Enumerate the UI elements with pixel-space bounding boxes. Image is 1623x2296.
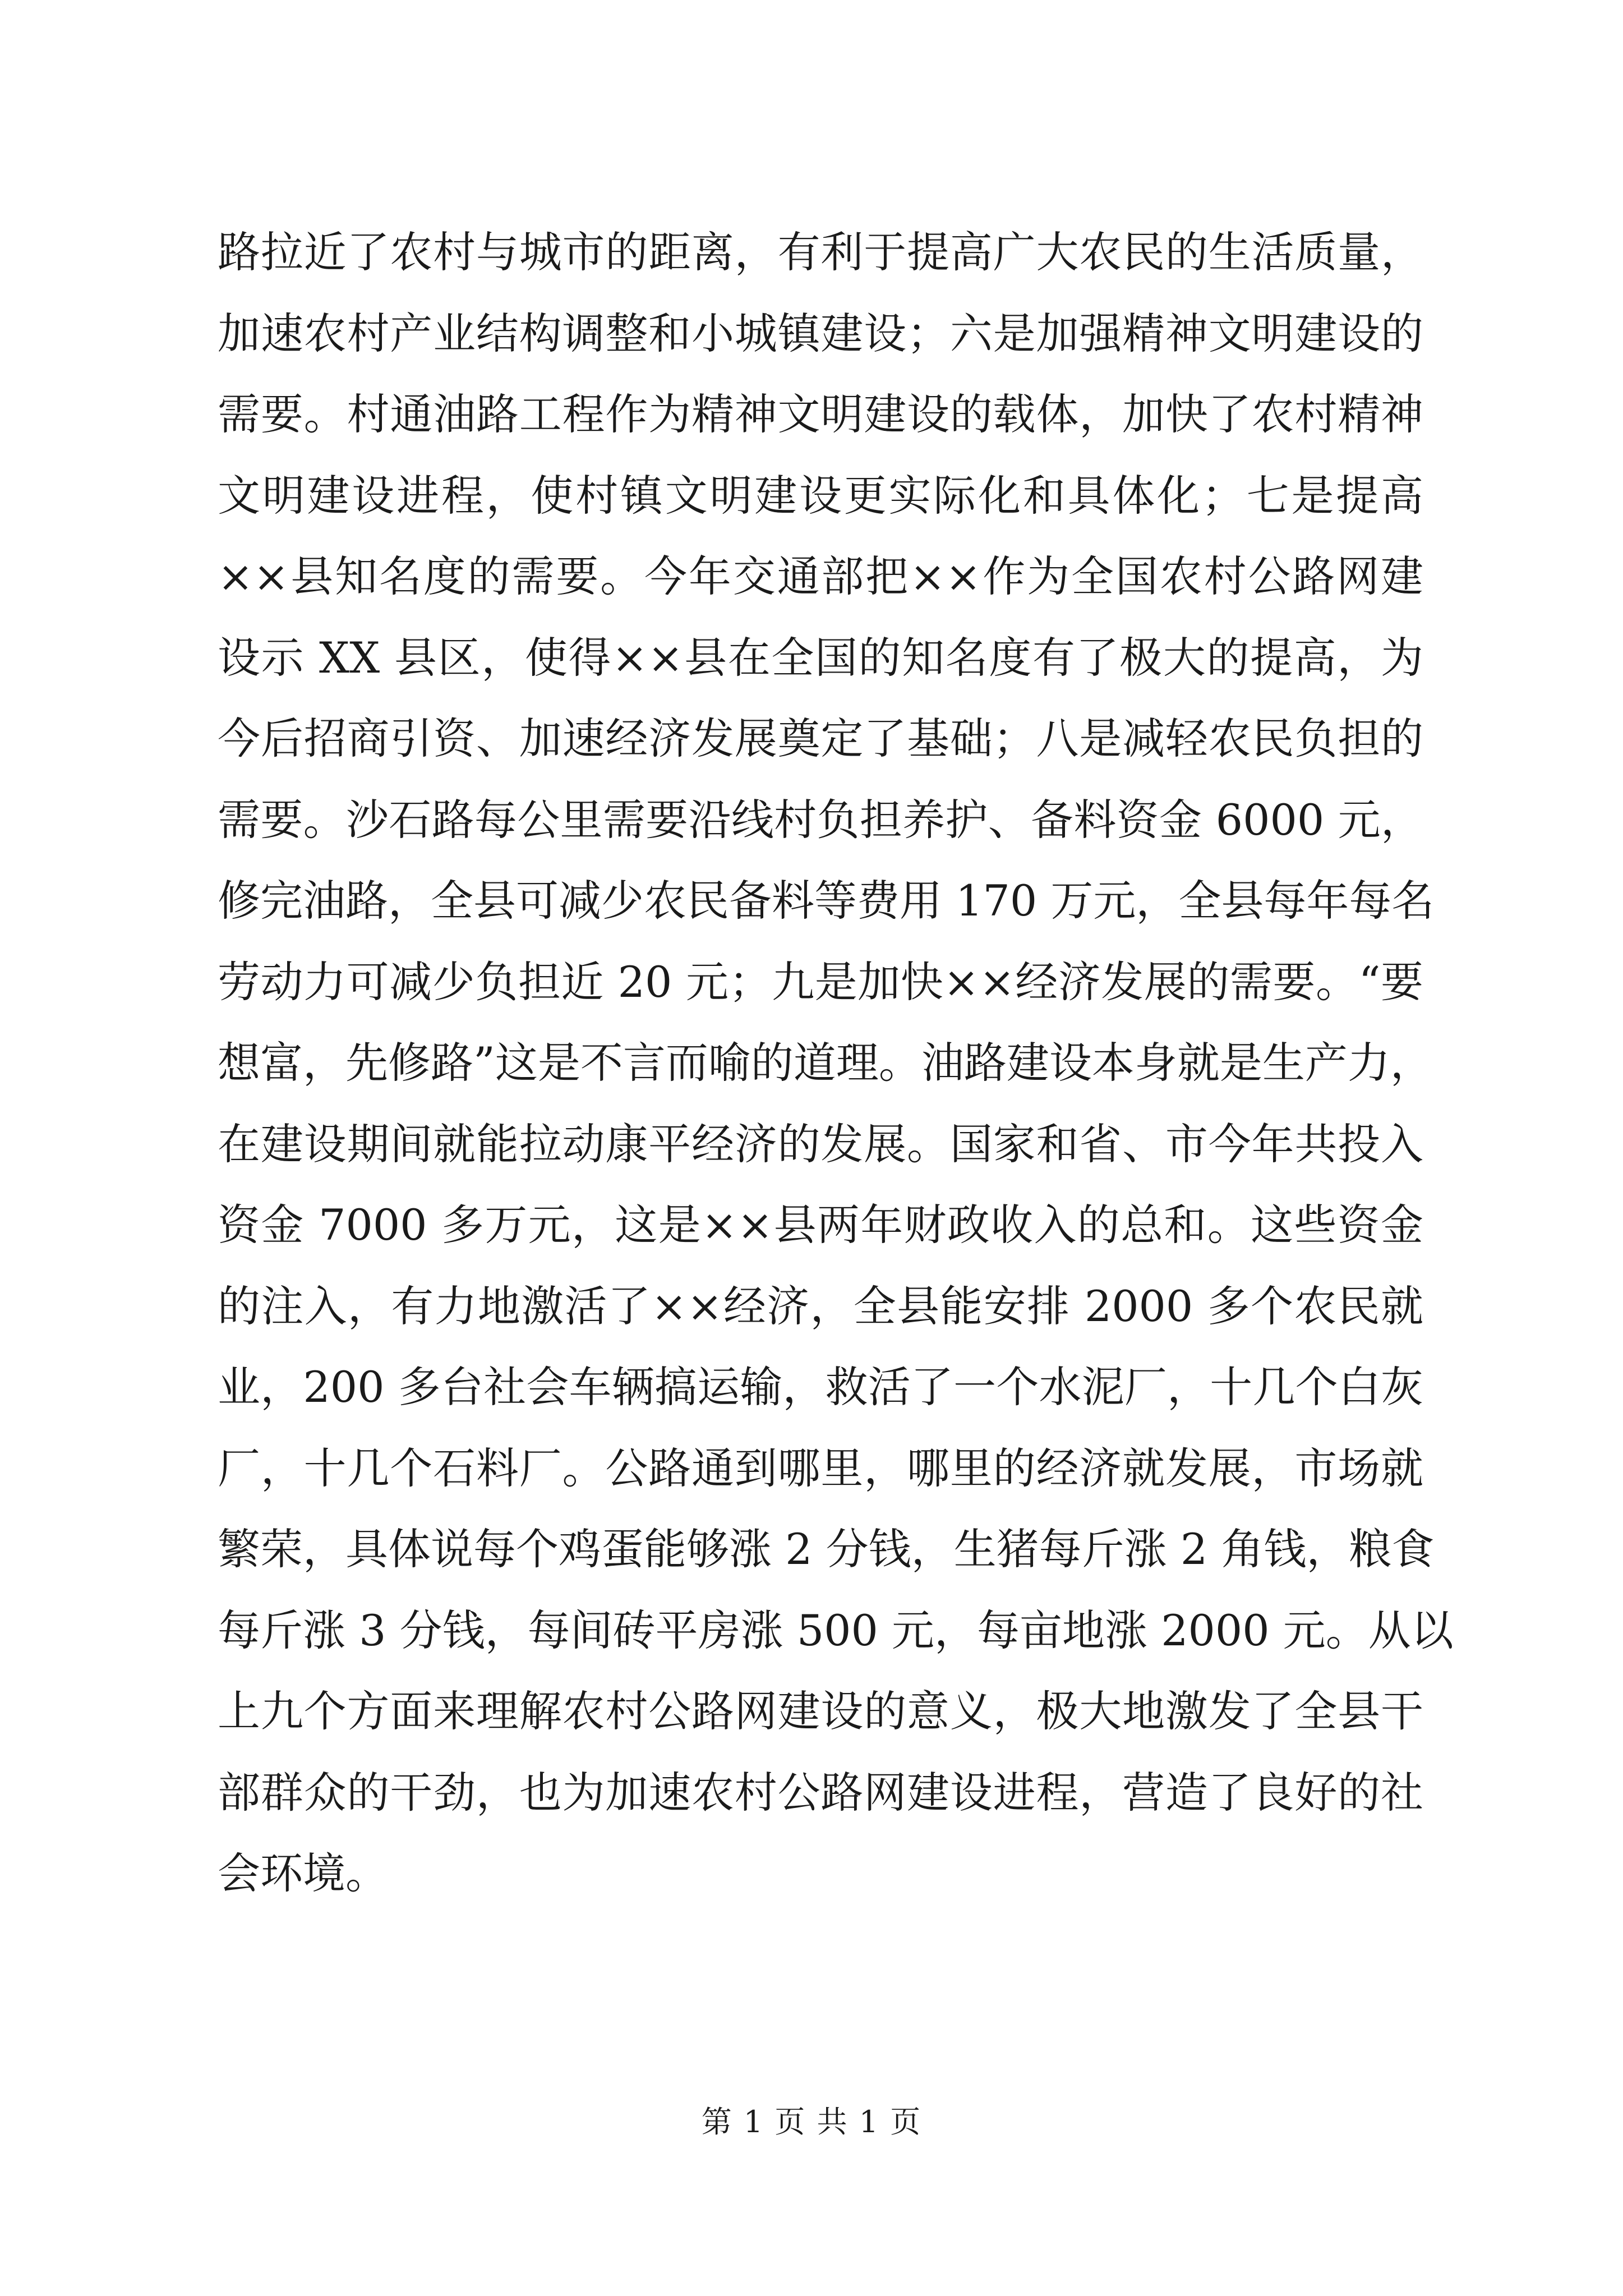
text-line: 的注入，有力地激活了××经济，全县能安排 2000 多个农民就 (218, 1281, 1423, 1331)
text-line: 加速农村产业结构调整和小城镇建设；六是加强精神文明建设的 (218, 308, 1423, 358)
text-line: 繁荣，具体说每个鸡蛋能够涨 2 分钱，生猪每斤涨 2 角钱，粮食 (218, 1524, 1435, 1574)
text-line: 设示 XX 县区，使得××县在全国的知名度有了极大的提高，为 (218, 632, 1423, 683)
text-line: 每斤涨 3 分钱，每间砖平房涨 500 元，每亩地涨 2000 元。从以 (218, 1605, 1454, 1655)
text-line: 厂，十几个石料厂。公路通到哪里，哪里的经济就发展，市场就 (218, 1443, 1423, 1493)
text-line: 部群众的干劲，也为加速农村公路网建设进程，营造了良好的社 (218, 1767, 1423, 1818)
text-line: 上九个方面来理解农村公路网建设的意义，极大地激发了全县干 (218, 1686, 1423, 1736)
text-line: 文明建设进程，使村镇文明建设更实际化和具体化；七是提高 (218, 470, 1423, 521)
text-line: 会环境。 (218, 1848, 388, 1898)
text-line: 今后招商引资、加速经济发展奠定了基础；八是减轻农民负担的 (218, 714, 1423, 763)
text-line: 业，200 多台社会车辆搞运输，救活了一个水泥厂，十几个白灰 (218, 1362, 1423, 1412)
body-text (218, 212, 1454, 1915)
text-line: 劳动力可减少负担近 20 元；九是加快××经济发展的需要。“要 (218, 956, 1423, 1007)
text-line: 资金 7000 多万元，这是××县两年财政收入的总和。这些资金 (218, 1200, 1423, 1250)
text-line: 想富，先修路”这是不言而喻的道理。油路建设本身就是生产力， (218, 1038, 1433, 1088)
text-line: 修完油路，全县可减少农民备料等费用 170 万元，全县每年每名 (218, 876, 1435, 926)
text-line: ××县知名度的需要。今年交通部把××作为全国农村公路网建 (218, 551, 1423, 601)
text-line: 在建设期间就能拉动康平经济的发展。国家和省、市今年共投入 (218, 1119, 1423, 1169)
page-footer: 第 1 页 共 1 页 (701, 2104, 922, 2139)
text-line: 路拉近了农村与城市的距离，有利于提高广大农民的生活质量， (218, 227, 1423, 277)
text-line: 需要。村通油路工程作为精神文明建设的载体，加快了农村精神 (218, 389, 1423, 439)
text-line: 需要。沙石路每公里需要沿线村负担养护、备料资金 6000 元， (218, 794, 1423, 845)
